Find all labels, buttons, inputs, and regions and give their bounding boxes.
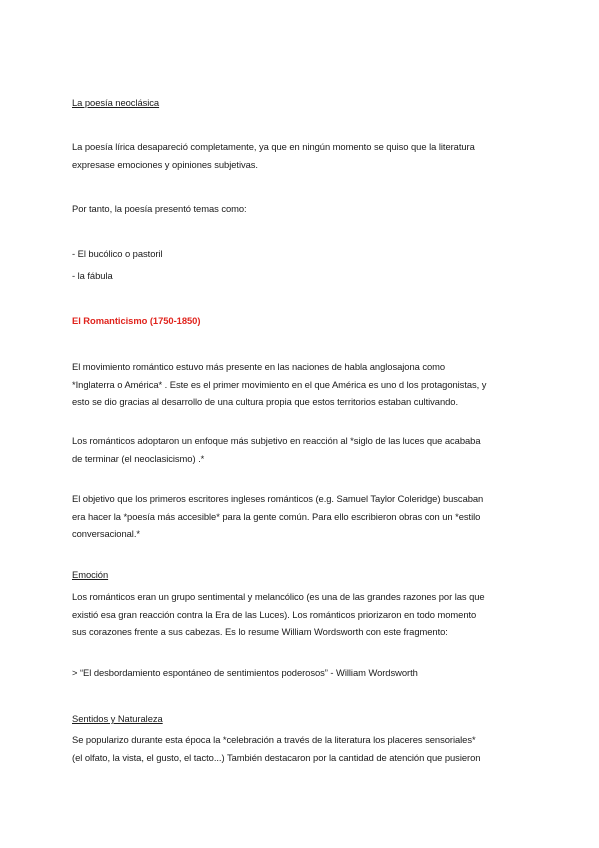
paragraph-line: era hacer la *poesía más accesible* para la gente común. Para ello escribieron obras con un *estilo xyxy=(72,510,481,522)
heading-poesia-neoclasica: La poesía neoclásica xyxy=(72,97,160,108)
paragraph-line: conversacional.* xyxy=(72,528,140,540)
paragraph-line: (el olfato, la vista, el gusto, el tacto...) También destacaron por la cantidad de atención que pusieron xyxy=(72,751,481,763)
paragraph-line: El objetivo que los primeros escritores ingleses románticos (e.g. Samuel Taylor Coleridge) buscaban xyxy=(72,493,484,504)
paragraph-line: Se popularizo durante esta época la *celebración a través de la literatura los placeres sensoriales* xyxy=(72,734,476,745)
paragraph-line: sus corazones frente a sus cabezas. Es lo resume William Wordsworth con este fragmento: xyxy=(72,626,448,638)
paragraph-enfoque-subjetivo xyxy=(72,432,532,467)
paragraph-objetivo xyxy=(72,490,532,543)
list-item-bucolico: - El bucólico o pastoril xyxy=(72,248,163,259)
paragraph-temas: Por tanto, la poesía presentó temas como: xyxy=(72,203,247,214)
paragraph-line: de terminar (el neoclasicismo) .* xyxy=(72,452,205,464)
paragraph-romanticos-sentimental xyxy=(72,588,532,641)
paragraph-sentidos xyxy=(72,731,532,766)
paragraph-line: Los románticos adoptaron un enfoque más subjetivo en reacción al *siglo de las luces que acababa xyxy=(72,435,481,446)
paragraph-line: expresase emociones y opiniones subjetivas. xyxy=(72,158,258,170)
paragraph-movimiento-romantico xyxy=(72,358,532,411)
paragraph-line: existió esa gran reacción contra la Era de las Luces). Los románticos priorizaron en todo momento xyxy=(72,608,477,620)
paragraph-line: El movimiento romántico estuvo más presente en las naciones de habla anglosajona como xyxy=(72,361,446,372)
paragraph-line: *Inglaterra o América* . Este es el primer movimiento en el que América es uno d los protagonistas, y xyxy=(72,378,487,390)
heading-sentidos-naturaleza: Sentidos y Naturaleza xyxy=(72,713,163,724)
paragraph-line: esto se dio gracias al desarrollo de una cultura propia que estos territorios estaban cultivando. xyxy=(72,396,459,408)
paragraph-line: Los románticos eran un grupo sentimental y melancólico (es una de las grandes razones por las que xyxy=(72,591,485,602)
heading-romanticismo: El Romanticismo (1750-1850) xyxy=(72,315,201,326)
blockquote-wordsworth: > “El desbordamiento espontáneo de sentimientos poderosos” - William Wordsworth xyxy=(72,667,418,678)
paragraph-poesia-lirica xyxy=(72,138,532,173)
paragraph-line: La poesía lírica desapareció completamente, ya que en ningún momento se quiso que la literatura xyxy=(72,141,475,152)
list-item-fabula: - la fábula xyxy=(72,270,113,281)
heading-emocion: Emoción xyxy=(72,569,109,580)
